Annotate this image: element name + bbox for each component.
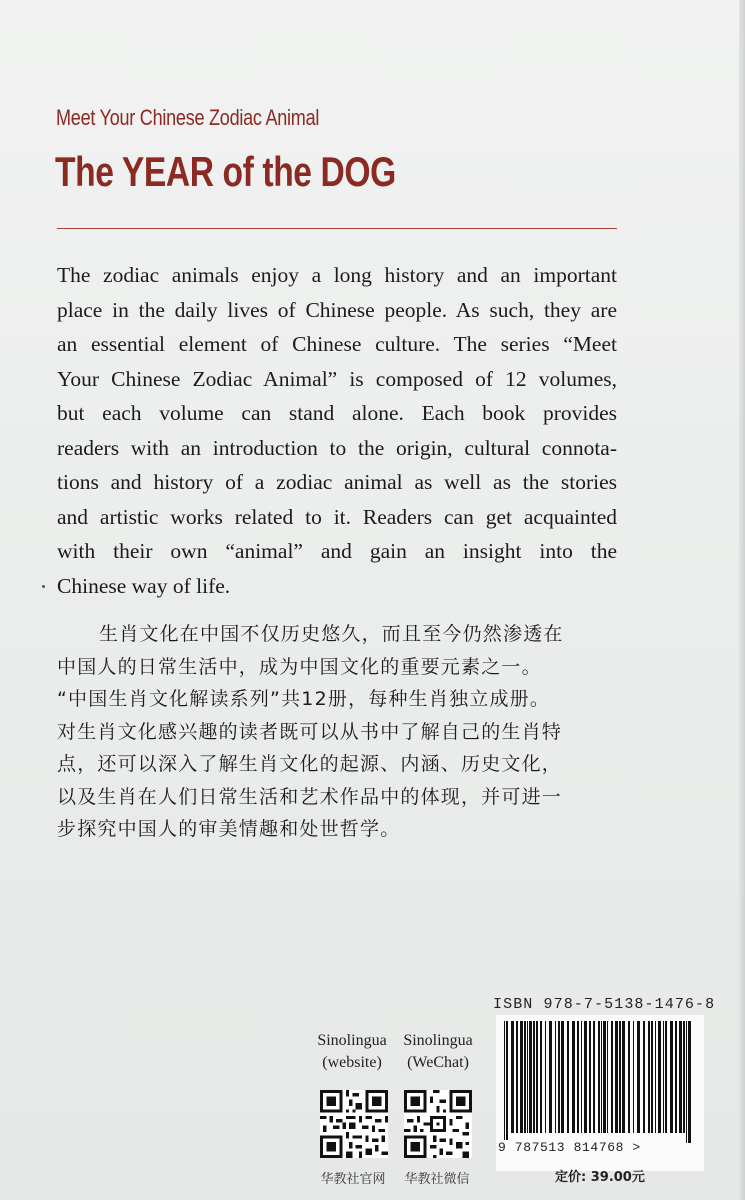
barcode-bar bbox=[637, 1021, 640, 1133]
chinese-line: 步探究中国人的审美情趣和处世哲学。 bbox=[57, 818, 401, 840]
chinese-line: 点，还可以深入了解生肖文化的起源、内涵、历史文化， bbox=[57, 753, 563, 775]
barcode-bar bbox=[670, 1021, 673, 1133]
barcode-digits: 9 787513 814768 > bbox=[498, 1140, 641, 1155]
barcode-bar bbox=[555, 1021, 556, 1133]
barcode-bar bbox=[536, 1021, 538, 1133]
chinese-line: 以及生肖在人们日常生活和艺术作品中的体现，并可进一 bbox=[57, 785, 563, 808]
isbn-number: ISBN 978-7-5138-1476-8 bbox=[493, 996, 716, 1013]
chinese-line: 对生肖文化感兴趣的读者既可以从书中了解自己的生肖特 bbox=[57, 720, 563, 743]
barcode-bar bbox=[619, 1021, 621, 1133]
barcode-bar bbox=[561, 1021, 564, 1133]
chinese-line: 生肖文化在中国不仅历史悠久，而且至今仍然渗透在 bbox=[99, 623, 564, 645]
barcode-bar bbox=[663, 1021, 664, 1133]
english-description bbox=[57, 258, 617, 603]
isbn-barcode bbox=[496, 1015, 704, 1145]
barcode-bar bbox=[529, 1021, 532, 1133]
book-title: The YEAR of the DOG bbox=[55, 148, 396, 195]
barcode-bar bbox=[520, 1021, 523, 1133]
website-qr-code[interactable] bbox=[320, 1090, 388, 1158]
english-line: Chinese way of life. bbox=[57, 573, 231, 598]
english-line: an essential element of Chinese culture. The series “Meet bbox=[57, 332, 617, 356]
barcode-bar bbox=[589, 1021, 591, 1133]
barcode-bar bbox=[516, 1021, 518, 1133]
wechat-qr-code[interactable] bbox=[404, 1090, 472, 1158]
publisher-website-label bbox=[310, 1030, 394, 1074]
barcode-bar bbox=[665, 1021, 667, 1133]
barcode-bar bbox=[603, 1021, 606, 1133]
barcode-bar bbox=[611, 1021, 613, 1133]
chinese-line: 中国人的日常生活中，成为中国文化的重要元素之一。 bbox=[57, 655, 542, 678]
barcode-bar bbox=[607, 1021, 608, 1133]
publisher-name: Sinolingua bbox=[403, 1032, 473, 1049]
barcode-bar bbox=[533, 1021, 535, 1133]
barcode-bar bbox=[504, 1021, 505, 1143]
barcode-bar bbox=[511, 1021, 514, 1133]
barcode-bar bbox=[688, 1021, 691, 1143]
english-line: and artistic works related to it. Readers can get acquainted bbox=[57, 504, 617, 529]
barcode-bar bbox=[567, 1021, 569, 1133]
barcode-bar bbox=[506, 1021, 508, 1143]
barcode-bar bbox=[558, 1021, 560, 1133]
barcode-bar bbox=[527, 1021, 528, 1133]
barcode-bar bbox=[549, 1021, 552, 1133]
cover-edge bbox=[739, 0, 745, 1200]
website-qr-caption: 华教社官网 bbox=[320, 1172, 386, 1187]
barcode-bar bbox=[524, 1021, 526, 1133]
barcode-bar bbox=[584, 1021, 587, 1133]
chinese-line: “中国生肖文化解读系列”共12册，每种生肖独立成册。 bbox=[57, 688, 551, 710]
barcode-bar bbox=[655, 1021, 656, 1133]
barcode-bar bbox=[686, 1021, 687, 1143]
barcode-bar bbox=[628, 1021, 630, 1133]
barcode-bar bbox=[622, 1021, 625, 1133]
english-line: readers with an introduction to the origin, cultural connota- bbox=[57, 435, 617, 460]
barcode-bar bbox=[633, 1021, 634, 1133]
english-line: The zodiac animals enjoy a long history and an important bbox=[57, 263, 617, 287]
english-line: place in the daily lives of Chinese people. As such, they are bbox=[57, 297, 617, 322]
barcode-bar bbox=[683, 1021, 685, 1133]
english-line: but each volume can stand alone. Each book provides bbox=[57, 401, 617, 425]
barcode-bar bbox=[593, 1021, 595, 1133]
barcode-bar bbox=[675, 1021, 677, 1133]
english-line: tions and history of a zodiac animal as well as the stories bbox=[57, 470, 617, 494]
chinese-description bbox=[57, 618, 617, 846]
publisher-channel: (WeChat) bbox=[407, 1054, 469, 1071]
barcode-bar bbox=[643, 1021, 645, 1133]
barcode-bar bbox=[651, 1021, 653, 1133]
barcode-bar bbox=[598, 1021, 600, 1133]
barcode-bar bbox=[648, 1021, 650, 1133]
publisher-name: Sinolingua bbox=[317, 1032, 387, 1049]
publisher-wechat-label bbox=[396, 1030, 480, 1074]
barcode-bar bbox=[540, 1021, 542, 1133]
print-speck bbox=[42, 585, 45, 588]
barcode-bar bbox=[545, 1021, 546, 1133]
barcode-bar bbox=[572, 1021, 575, 1133]
barcode-bar bbox=[658, 1021, 661, 1133]
price-label: 定价: 39.00元 bbox=[555, 1170, 645, 1185]
english-line: with their own “animal” and gain an insight into the bbox=[57, 539, 617, 563]
barcode-bar bbox=[577, 1021, 579, 1133]
publisher-channel: (website) bbox=[322, 1054, 382, 1071]
series-title: Meet Your Chinese Zodiac Animal bbox=[56, 105, 320, 130]
title-divider bbox=[57, 228, 617, 229]
english-line: Your Chinese Zodiac Animal” is composed of 12 volumes, bbox=[57, 366, 617, 391]
barcode-bar bbox=[615, 1021, 618, 1133]
barcode-bar bbox=[581, 1021, 582, 1133]
wechat-qr-caption: 华教社微信 bbox=[404, 1172, 470, 1187]
barcode-bar bbox=[601, 1021, 602, 1133]
barcode-bar bbox=[679, 1021, 682, 1133]
